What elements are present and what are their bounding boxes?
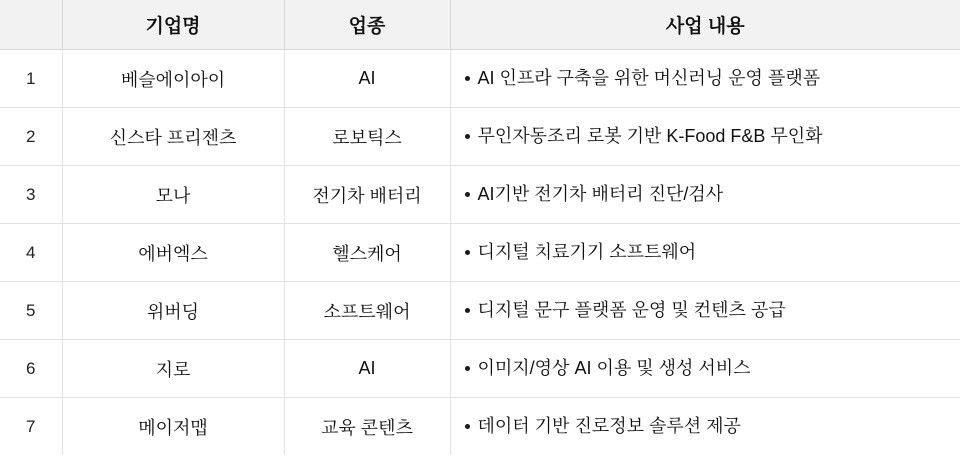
row-index: 7 xyxy=(0,398,62,456)
company-sector: 소프트웨어 xyxy=(284,282,450,340)
company-name: 지로 xyxy=(62,340,284,398)
company-description-text: 이미지/영상 AI 이용 및 생성 서비스 xyxy=(477,357,751,378)
company-description-text: 디지털 치료기기 소프트웨어 xyxy=(477,241,697,262)
company-description xyxy=(450,166,960,224)
bullet-icon xyxy=(465,424,470,429)
company-name: 메이저맵 xyxy=(62,398,284,456)
table-header-row xyxy=(0,0,960,50)
table-body xyxy=(0,50,960,456)
row-index: 1 xyxy=(0,50,62,108)
bullet-icon xyxy=(465,366,470,371)
bullet-icon xyxy=(465,76,470,81)
row-index: 6 xyxy=(0,340,62,398)
table-row xyxy=(0,166,960,224)
company-description-text: 데이터 기반 진로정보 솔루션 제공 xyxy=(477,415,741,436)
company-description xyxy=(450,282,960,340)
company-name: 에버엑스 xyxy=(62,224,284,282)
company-sector: 전기차 배터리 xyxy=(284,166,450,224)
bullet-icon xyxy=(465,192,470,197)
company-description-text: AI 인프라 구축을 위한 머신러닝 운영 플랫폼 xyxy=(477,67,821,88)
row-index: 4 xyxy=(0,224,62,282)
company-sector: AI xyxy=(284,50,450,108)
company-description xyxy=(450,108,960,166)
table-header xyxy=(0,0,960,50)
row-index: 3 xyxy=(0,166,62,224)
table-row xyxy=(0,282,960,340)
company-description xyxy=(450,224,960,282)
company-name: 모나 xyxy=(62,166,284,224)
company-name: 베슬에이아이 xyxy=(62,50,284,108)
column-header-business-description: 사업 내용 xyxy=(450,0,960,50)
table-row xyxy=(0,108,960,166)
company-sector: AI xyxy=(284,340,450,398)
company-name: 신스타 프리젠츠 xyxy=(62,108,284,166)
bullet-icon xyxy=(465,308,470,313)
company-description xyxy=(450,398,960,456)
company-description-text: 디지털 문구 플랫폼 운영 및 컨텐츠 공급 xyxy=(477,299,786,320)
table-row xyxy=(0,340,960,398)
table-row xyxy=(0,50,960,108)
bullet-icon xyxy=(465,250,470,255)
company-description xyxy=(450,50,960,108)
row-index: 5 xyxy=(0,282,62,340)
company-sector: 교육 콘텐츠 xyxy=(284,398,450,456)
column-header-company-name: 기업명 xyxy=(62,0,284,50)
column-header-index xyxy=(0,0,62,50)
bullet-icon xyxy=(465,134,470,139)
company-sector: 로보틱스 xyxy=(284,108,450,166)
company-description-text: AI기반 전기차 배터리 진단/검사 xyxy=(477,183,724,204)
company-sector: 헬스케어 xyxy=(284,224,450,282)
table-row xyxy=(0,224,960,282)
row-index: 2 xyxy=(0,108,62,166)
column-header-sector: 업종 xyxy=(284,0,450,50)
company-description xyxy=(450,340,960,398)
company-name: 위버딩 xyxy=(62,282,284,340)
table-row xyxy=(0,398,960,456)
company-description-text: 무인자동조리 로봇 기반 K-Food F&B 무인화 xyxy=(477,125,823,146)
